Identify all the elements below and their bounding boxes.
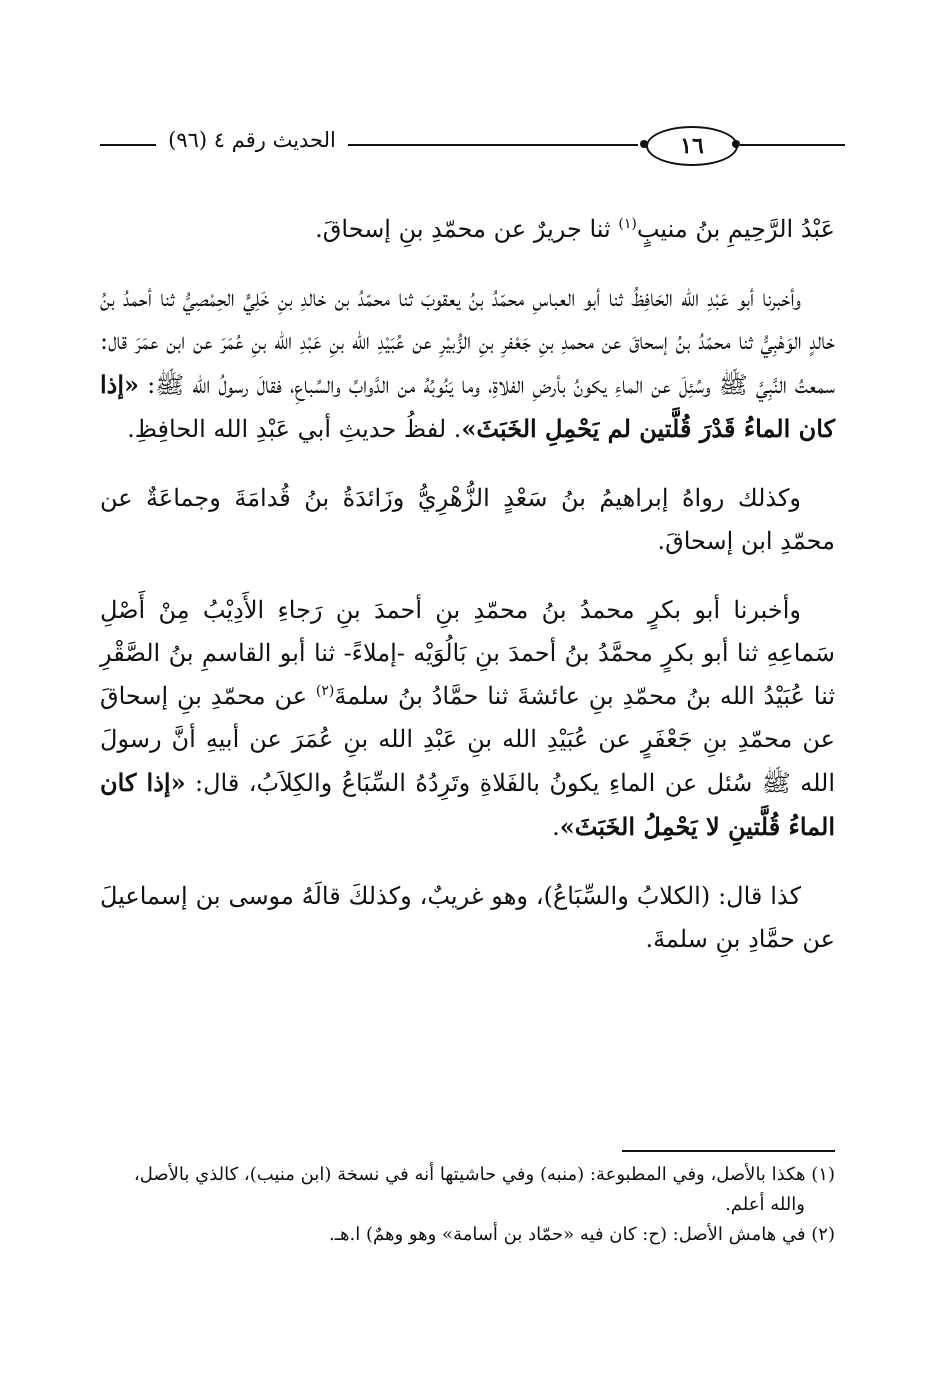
page-number: ١٦	[646, 126, 738, 166]
header-rule-left	[100, 144, 156, 146]
hadith-reference: الحديث رقم ٤ (٩٦)	[168, 128, 336, 152]
footnote-2: (٢) في هامش الأصل: (ح: كان فيه «حمّاد بن أسامة» وهو وهمٌ) ا.هـ.	[329, 1224, 835, 1245]
hadith-quote-2: «إذا كان الماءُ قُلَّتينِ لا يَحْمِلُ الخَبَثَ»	[100, 768, 835, 841]
footnote-1-line-1: (١) هكذا بالأصل، وفي المطبوعة: (منبه) وفي حاشيتها أنه في نسخة (ابن منيب)، كالذي بالأصل،	[133, 1164, 835, 1185]
footnote-marker-2: (٢)	[315, 683, 335, 699]
footnotes	[100, 1160, 835, 1250]
paragraph-4-text-a: وأخبرنا أبو بكرٍ محمدُ بنُ محمّدِ بنِ أحمدَ بنِ رَجاءِ الأَدِيْبُ مِنْ أَصْلِ سَماعِهِ ثنا أبو بكرٍ محمَّدُ بنُ أحمدَ بنِ بَالُوَيْه -إملاءً- ثنا أبو القاسمِ بنُ الصَّقْرِ ثنا عُبَيْدُ الله بنُ محمّدِ بنِ عائشةَ ثنا حمَّادُ بنُ سلمةَ	[100, 596, 835, 710]
footnote-marker-1: (١)	[618, 216, 637, 232]
page-header	[100, 118, 845, 178]
footnote-1-line-2: والله أعلم.	[725, 1194, 805, 1215]
paragraph-4-text-c: .	[552, 813, 560, 841]
paragraph-5: كذا قال: (الكلابُ والسِّبَاعُ)، وهو غريبٌ، وكذلكَ قالَهُ موسى بن إسماعيلَ عن حمَّادِ بنِ سلمةَ.	[100, 882, 835, 953]
paragraph-4	[100, 589, 835, 849]
main-text	[100, 208, 835, 987]
paragraph-1-text-a: عَبْدُ الرَّحِيمِ بنُ منيبٍ	[636, 215, 835, 243]
paragraph-4-text-b: عن محمّدِ بنِ إسحاقَ عن محمّدِ بنِ جَعْفَرٍ عن عُبَيْدِ الله بنِ عَبْدِ الله بنِ عُمَرَ عن أبيهِ أنَّ رسولَ الله ﷺ سُئل عن الماءِ يكونُ بالفَلاةِ وتَرِدُهُ السِّبَاعُ والكِلاَبُ، قال:	[100, 682, 835, 797]
paragraph-2-text-a: وأخبرنا أبو عَبْدِ الله الحَافِظُ ثنا أبو العباسِ محمّدُ بنُ يعقوبَ ثنا محمّدُ بن خالدِ بنِ خَلِيٍّ الحِمْصِيُّ ثنا أحمدُ بنُ خالدٍ الوَهْبِيُّ ثنا محمّدُ بنُ إسحاقَ عن محمدِ بنِ جَعْفرِ بنِ الزُّبيْرِ عن عُبَيْدِ الله بنِ عَبْدِ الله بنِ عُمَرَ عن ابن عمَرَ قال: سمعتُ النَّبِيَّ ﷺ وسُئِلَ عن الماءِ يكونُ بأرضِ الفلاةِ، وما يَنُوبُهُ من الدَّوابِّ والسِّباعِ، فقالَ رسولُ الله ﷺ:	[100, 284, 835, 399]
paragraph-1-text-b: ثنا جريرٌ عن محمّدِ بنِ إسحاقَ.	[315, 215, 619, 243]
header-rule-right	[740, 144, 845, 146]
paragraph-3: وكذلك رواهُ إبراهيمُ بنُ سَعْدٍ الزُّهْرِيُّ وزَائدَةُ بنُ قُدامَةَ وجماعَةٌ عن محمّدِ ابن إسحاقَ.	[100, 484, 835, 555]
footnote-separator	[622, 1150, 835, 1152]
paragraph-1	[100, 208, 835, 251]
header-dot-right	[732, 140, 740, 148]
paragraph-2-text-c: . لفظُ حديثِ أبي عَبْدِ الله الحافِظِ.	[127, 415, 462, 443]
header-rule-middle	[348, 144, 638, 146]
hadith-quote-1: «إذا كان الماءُ قَدْرَ قُلَّتين لم يَحْمِلِ الخَبَثَ»	[100, 370, 835, 443]
paragraph-2	[100, 277, 835, 451]
